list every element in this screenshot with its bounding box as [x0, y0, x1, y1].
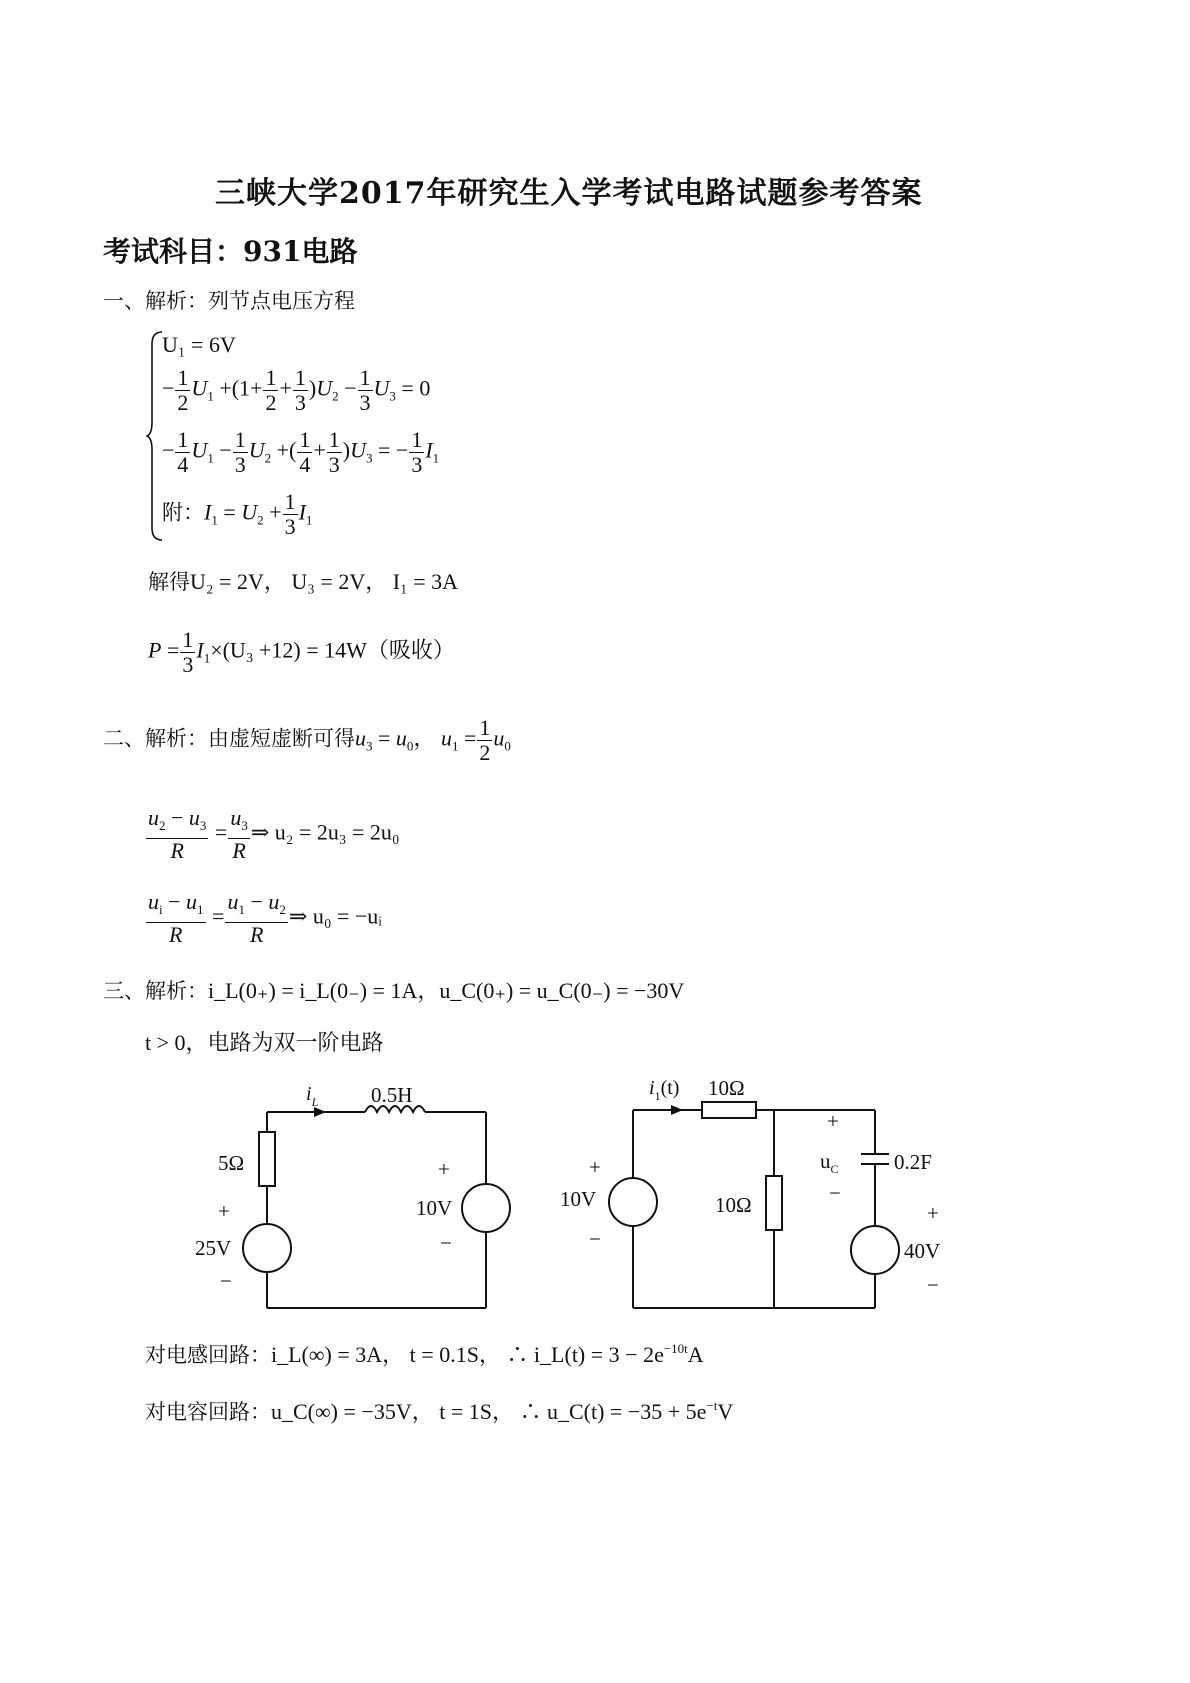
resistor-5ohm — [259, 1132, 275, 1186]
q1-eq4: 附：$I_1 = U_2$ + $\frac{1}{3}$ $I_1$ — [162, 489, 313, 539]
cap-voltage-label: $u_C$ — [820, 1149, 839, 1176]
source-25v — [243, 1224, 291, 1272]
current-label-i1: $i_1(t)$ — [649, 1077, 680, 1103]
minus-sign: − — [927, 1273, 939, 1297]
q1-power: P = $\frac{1}{3}$ $I_1\times(U_3 +12) = 14W$（吸收） — [148, 627, 455, 677]
q3-heading: 三、解析：i_L(0₊) = i_L(0₋) = 1A，u_C(0₊) = u_C(0₋) = −30V — [103, 978, 685, 1003]
resistor-mid-value: 10Ω — [715, 1193, 752, 1217]
minus-sign: − — [589, 1227, 601, 1251]
current-label-il: $i_L$ — [306, 1083, 319, 1109]
plus-sign: + — [218, 1199, 230, 1223]
q1-heading: 一、解析：列节点电压方程 — [103, 289, 355, 313]
plus-sign: + — [438, 1157, 450, 1181]
source-10v — [609, 1178, 657, 1226]
q1-eq3: − $\frac{1}{4}$ $U_1$ − $\frac{1}{3}$ $U_2$ +( $\frac{1}{4}$ + $\frac{1}{3}$ )$U_3$ = − $\frac{1}{3}$ $I_1$ — [162, 427, 440, 477]
capacitor-result: 对电容回路：u_C(∞) = −35V， t = 1S， ∴ u_C(t) = $-35 + 5e^{-t}V$ — [145, 1398, 734, 1424]
q3-t-line: t > 0，电路为双一阶电路 — [145, 1030, 384, 1055]
source-left-value: 10V — [560, 1187, 597, 1211]
minus-sign: − — [220, 1269, 232, 1293]
source-right-value: 10V — [416, 1196, 453, 1220]
source-left-value: 25V — [195, 1236, 232, 1260]
resistor-top-10ohm — [702, 1102, 756, 1118]
q1-eq1: U₁ = 6V — [162, 332, 236, 357]
q2-eq1: $\frac{u_2 - u_3}{R}$ = $\frac{u_3}{R}$ ⇒ u₂ = 2u₃ = 2u₀ — [148, 805, 400, 863]
q2-eq2: $\frac{u_i - u_1}{R}$ = $\frac{u_1 - u_2}{R}$ ⇒ u₀ = −uᵢ — [148, 889, 382, 947]
plus-sign: + — [827, 1109, 839, 1133]
minus-sign: − — [440, 1231, 452, 1255]
resistor-value: 5Ω — [218, 1151, 245, 1175]
inductor-circuit — [180, 1070, 520, 1320]
page-title: 三峡大学2017年研究生入学考试电路试题参考答案 — [215, 176, 923, 211]
q1-solution: 解得U₂ = 2V， U₃ = 2V， I₁ = 3A — [148, 569, 459, 594]
source-10v — [462, 1184, 510, 1232]
q2-heading: 二、解析：由虚短虚断可得$u_3 = u_0$， $u_1$ = $\frac{1}{2}$ $u_0$ — [103, 715, 511, 765]
source-right-value: 40V — [904, 1239, 941, 1263]
q1-eq2: − $\frac{1}{2}$ $U_1 +(1+$ $\frac{1}{2}$ + $\frac{1}{3}$ )$U_2$ − $\frac{1}{3}$ $U_3 = 0$ — [162, 365, 431, 415]
capacitor-circuit — [555, 1070, 975, 1320]
inductor-result: 对电感回路：i_L(∞) = 3A， t = 0.1S， ∴ i_L(t) = $3 - 2e^{-10t}A$ — [145, 1341, 704, 1367]
source-40v — [851, 1226, 899, 1274]
plus-sign: + — [927, 1201, 939, 1225]
plus-sign: + — [589, 1155, 601, 1179]
resistor-top-value: 10Ω — [708, 1076, 745, 1100]
capacitor-value: 0.2F — [894, 1150, 932, 1174]
minus-sign: − — [829, 1181, 841, 1205]
current-arrow-icon — [671, 1105, 683, 1115]
exam-subject: 考试科目：931电路 — [103, 235, 358, 268]
resistor-mid-10ohm — [766, 1176, 782, 1230]
inductor-value: 0.5H — [371, 1083, 413, 1107]
